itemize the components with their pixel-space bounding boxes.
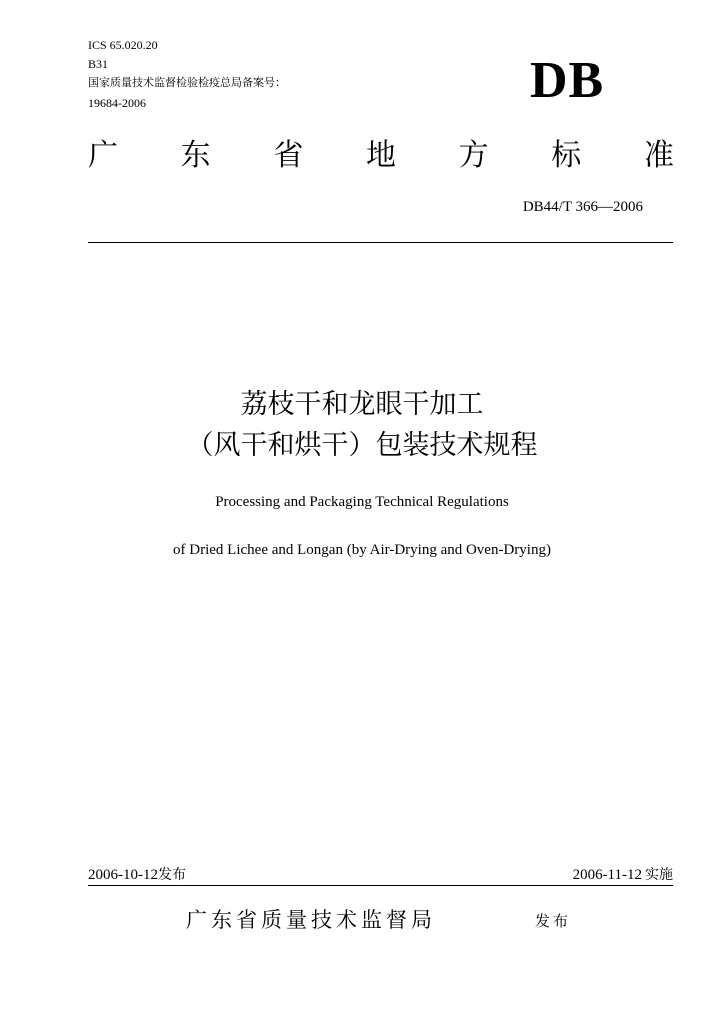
issuing-authority: 广东省质量技术监督局 [186, 908, 436, 932]
standard-title-char: 方 [458, 138, 489, 173]
publish-label: 发布 [158, 867, 186, 883]
top-divider [88, 242, 673, 243]
standard-title-char: 准 [643, 138, 674, 173]
filing-number: 19684-2006 [88, 96, 146, 110]
db-mark: DB [530, 52, 605, 109]
en-title-line-1: Processing and Packaging Technical Regulations [215, 494, 509, 510]
standard-code: DB44/T 366—2006 [522, 199, 643, 215]
implement-label: 实施 [645, 867, 673, 883]
standard-title-char: 东 [180, 138, 211, 173]
ccs-code: B31 [88, 57, 109, 71]
ics-code: ICS 65.020.20 [88, 38, 158, 52]
implement-date: 2006-11-12 [572, 867, 642, 883]
en-title-line-2: of Dried Lichee and Longan (by Air-Drying and Oven-Drying) [173, 542, 551, 558]
cn-title-line-1: 荔枝干和龙眼干加工 [240, 389, 484, 420]
standard-title-char: 标 [551, 138, 582, 173]
publish-date: 2006-10-12 [88, 867, 158, 883]
issue-label: 发布 [535, 912, 572, 930]
standard-title [88, 136, 674, 176]
standard-title-char: 广 [88, 138, 118, 173]
publish-date-block [88, 866, 186, 884]
implement-date-block [573, 866, 673, 884]
standard-title-char: 省 [273, 138, 304, 173]
bottom-divider [88, 885, 673, 886]
standard-title-char: 地 [365, 138, 396, 173]
filing-label: 国家质量技术监督检验检疫总局备案号： [88, 76, 286, 89]
cn-title-line-2: （风干和烘干）包装技术规程 [186, 430, 538, 461]
